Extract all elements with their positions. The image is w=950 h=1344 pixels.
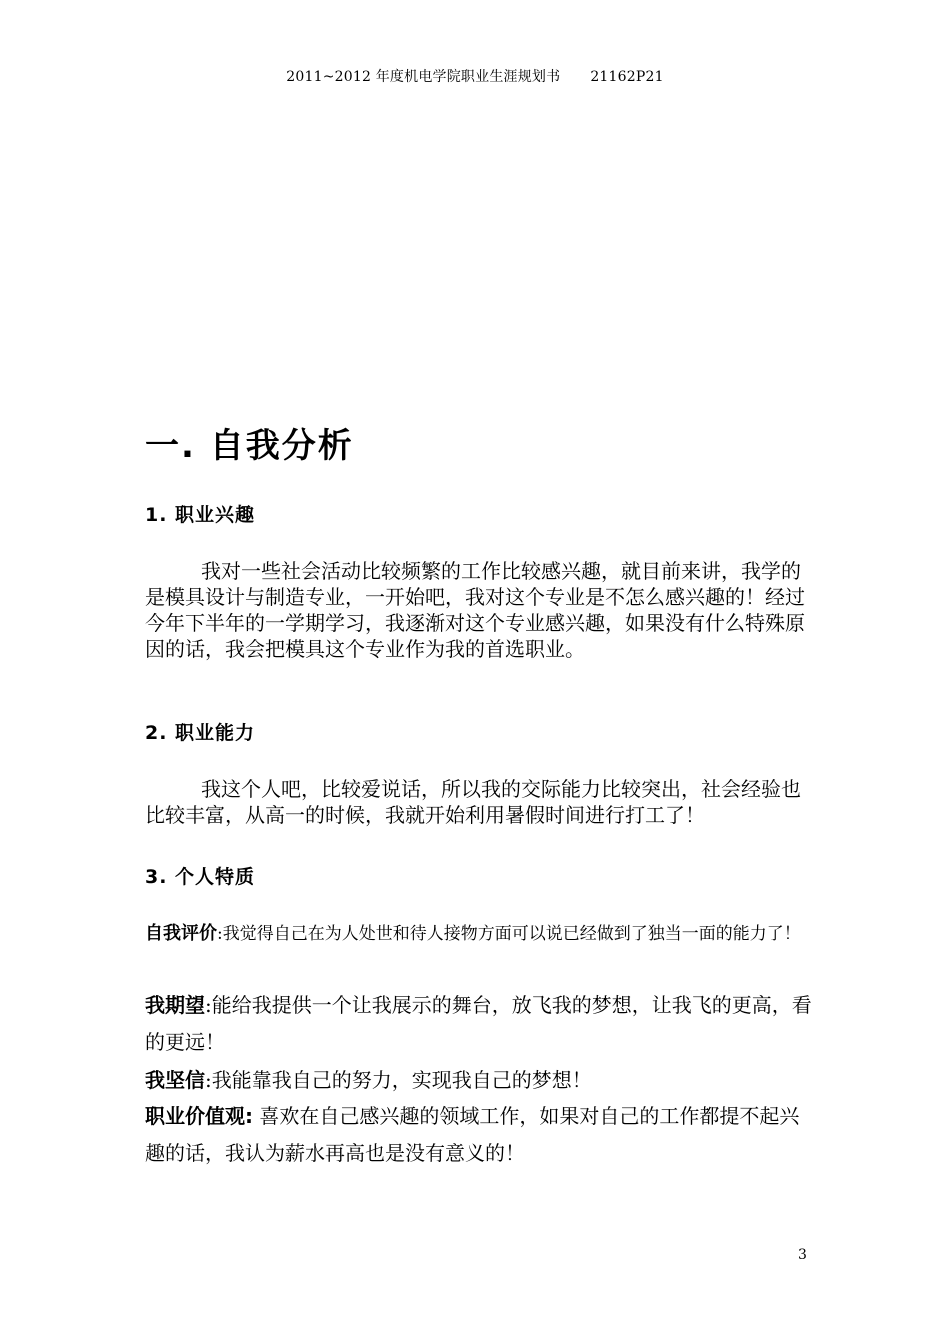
belief <box>145 1062 815 1099</box>
career-values-label: 职业价值观: <box>145 1104 253 1128</box>
expectation <box>145 987 815 1061</box>
expectation-label: 我期望 <box>145 993 205 1017</box>
self-evaluation <box>145 922 815 946</box>
career-values <box>145 1098 815 1172</box>
career-values-text: 喜欢在自己感兴趣的领域工作，如果对自己的工作都提不起兴趣的话，我认为薪水再高也是没有意义的！ <box>145 1104 800 1165</box>
belief-text: :我能靠我自己的努力，实现我自己的梦想！ <box>205 1068 592 1092</box>
self-evaluation-text: :我觉得自己在为人处世和待人接物方面可以说已经做到了独当一面的能力了！ <box>217 924 801 944</box>
heading-career-interest: 1. 职业兴趣 <box>145 504 256 526</box>
section-title: 一. 自我分析 <box>145 426 354 466</box>
self-evaluation-label: 自我评价 <box>145 923 217 944</box>
heading-personal-traits: 3. 个人特质 <box>145 866 256 888</box>
heading-career-ability: 2. 职业能力 <box>145 722 256 744</box>
paragraph-career-interest: 我对一些社会活动比较频繁的工作比较感兴趣，就目前来讲，我学的是模具设计与制造专业，一开始吧，我对这个专业是不怎么感兴趣的！经过今年下半年的一学期学习，我逐渐对这个专业感兴趣，如果没有什么特殊原因的话，我会把模具这个专业作为我的首选职业。 <box>145 559 805 661</box>
page-number: 3 <box>798 1247 807 1263</box>
belief-label: 我坚信 <box>145 1068 205 1092</box>
paragraph-career-ability: 我这个人吧，比较爱说话，所以我的交际能力比较突出，社会经验也比较丰富，从高一的时候，我就开始利用暑假时间进行打工了！ <box>145 777 801 827</box>
page-header <box>0 66 950 86</box>
header-code: 21162P21 <box>590 69 664 85</box>
header-title: 2011~2012 年度机电学院职业生涯规划书 <box>286 69 561 85</box>
expectation-text: :能给我提供一个让我展示的舞台，放飞我的梦想，让我飞的更高，看的更远！ <box>145 993 812 1054</box>
